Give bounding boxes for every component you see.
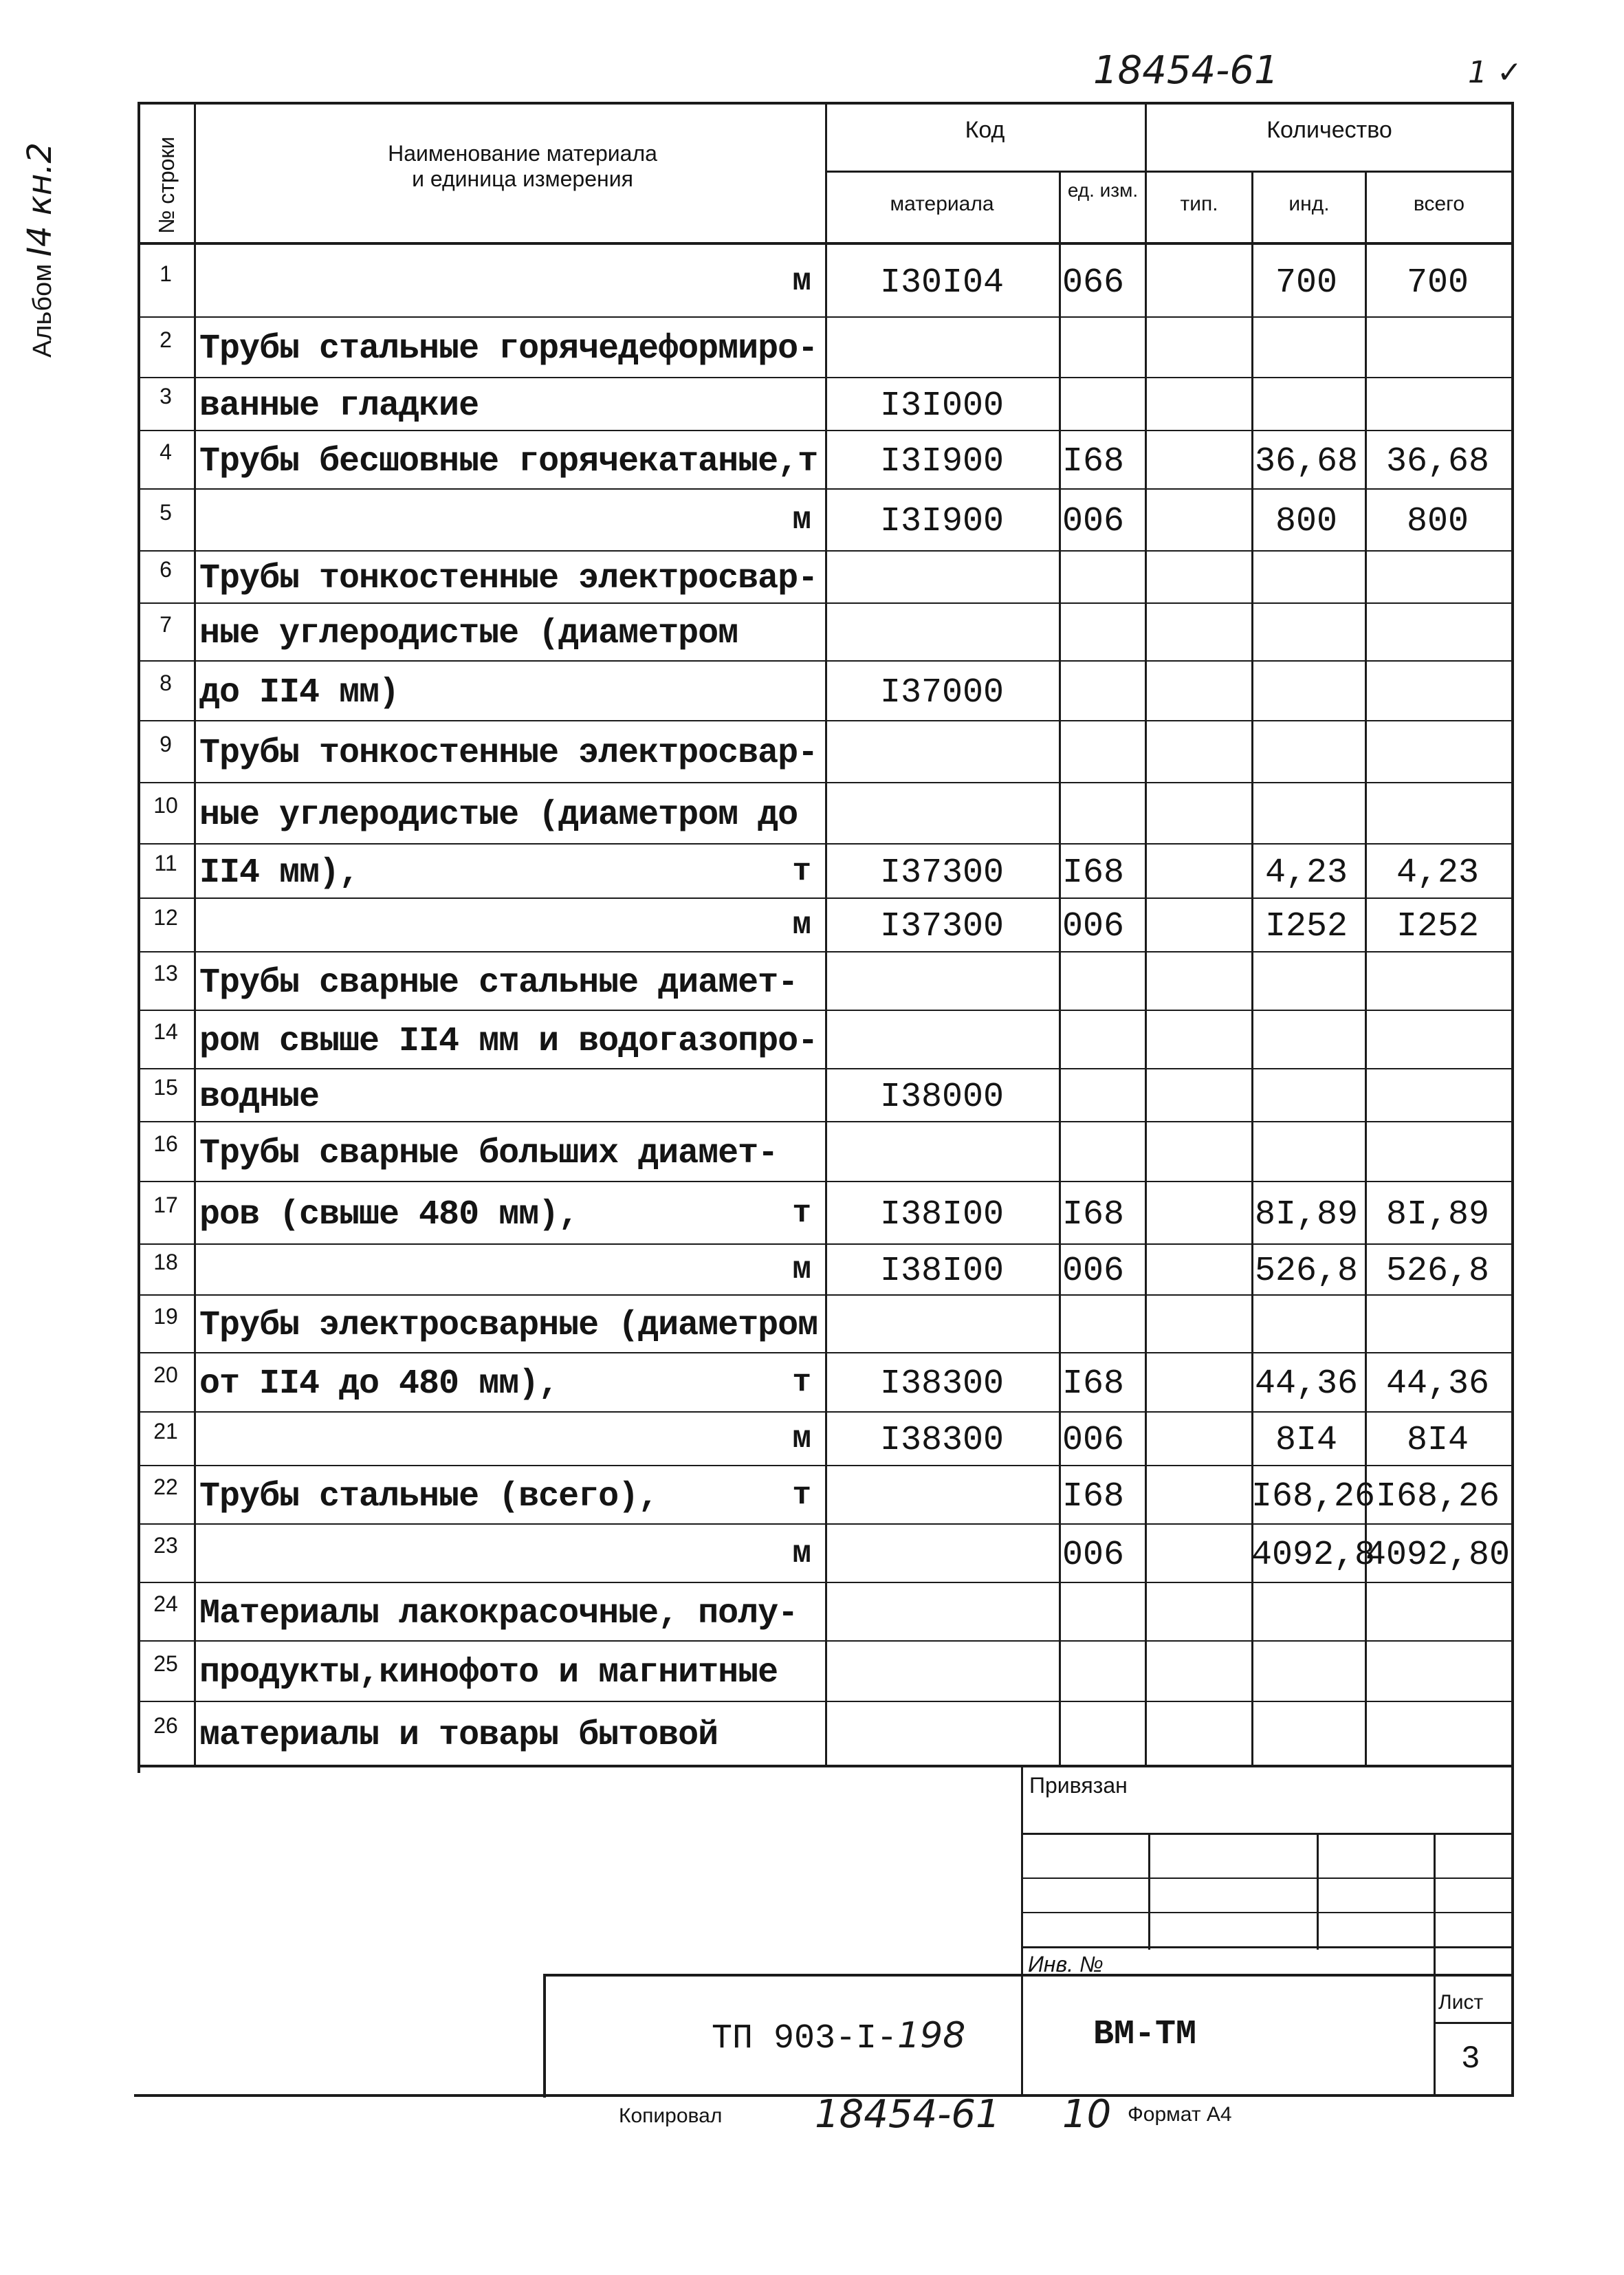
cell-num: 13 <box>153 961 178 986</box>
cell-tot: 44,36 <box>1385 1364 1490 1404</box>
table-row <box>0 951 1624 1010</box>
cell-ind: 4,23 <box>1264 853 1348 893</box>
row-divider <box>138 488 1514 490</box>
cell-tot: 8I4 <box>1406 1421 1469 1461</box>
album-handwritten: I4 кн.2 <box>21 142 59 257</box>
row-divider <box>138 1523 1514 1525</box>
cell-ucode: 006 <box>1062 907 1125 947</box>
table-row <box>0 1121 1624 1181</box>
table-row <box>0 1640 1624 1701</box>
cell-name: Трубы сварные стальные диамет- <box>199 963 798 1003</box>
table-row <box>0 660 1624 720</box>
cell-ucode: 066 <box>1062 263 1125 303</box>
cell-ind: I68,26 <box>1251 1477 1376 1516</box>
cell-num: 14 <box>153 1019 178 1045</box>
cell-tot: 700 <box>1406 263 1469 303</box>
cell-num: 17 <box>153 1193 178 1218</box>
cell-num: 1 <box>160 261 172 286</box>
cell-ind: 4092,8 <box>1251 1535 1376 1575</box>
cell-code: I38000 <box>879 1077 1005 1117</box>
row-divider <box>138 1465 1514 1466</box>
cell-num: 18 <box>153 1249 178 1274</box>
copy-number-handwritten-2: 10 <box>1062 2092 1112 2137</box>
cell-num: 11 <box>154 851 177 876</box>
cell-ind: 44,36 <box>1254 1364 1359 1404</box>
cell-num: 5 <box>160 499 172 525</box>
cell-num: 4 <box>160 439 172 465</box>
cell-ucode: I68 <box>1062 853 1125 893</box>
table-row <box>0 897 1624 951</box>
cell-num: 24 <box>153 1591 178 1617</box>
cell-num: 25 <box>153 1651 178 1676</box>
cell-tot: 4,23 <box>1396 853 1480 893</box>
cell-ind: 8I4 <box>1275 1421 1337 1461</box>
header-code-unit: ед. изм. <box>1067 179 1139 201</box>
cell-code: I3I900 <box>879 442 1005 481</box>
table-row <box>0 1352 1624 1411</box>
cell-num: 9 <box>160 731 172 756</box>
cell-ucode: I68 <box>1062 442 1125 481</box>
cell-code: I37300 <box>879 853 1005 893</box>
row-divider <box>138 843 1514 845</box>
table-row <box>0 1243 1624 1294</box>
cell-num: 19 <box>153 1303 178 1329</box>
cell-code: I37000 <box>879 673 1005 712</box>
header-row-number: № строки <box>154 136 179 234</box>
cell-ind: 700 <box>1275 263 1337 303</box>
row-divider <box>138 1411 1514 1413</box>
cell-unit: м <box>792 502 811 538</box>
sheet-number: 3 <box>1461 2041 1480 2077</box>
cell-unit: м <box>792 1535 811 1571</box>
format-label: Формат А4 <box>1128 2103 1232 2126</box>
table-row <box>0 1411 1624 1465</box>
cell-code: I38I00 <box>879 1195 1005 1234</box>
row-divider <box>138 316 1514 318</box>
cell-name: ные углеродистые (диаметром до <box>199 795 798 835</box>
header-quantity: Количество <box>1266 117 1392 143</box>
cell-ucode: I68 <box>1062 1477 1125 1516</box>
row-divider <box>138 1010 1514 1011</box>
header-code: Код <box>965 117 1005 143</box>
cell-unit: т <box>792 853 811 889</box>
cell-tot: 36,68 <box>1385 442 1490 481</box>
cell-tot: 8I,89 <box>1385 1195 1490 1234</box>
stamp-bound-label: Привязан <box>1029 1773 1128 1798</box>
cell-num: 16 <box>153 1131 178 1157</box>
header-qty-ind: инд. <box>1288 193 1330 215</box>
header-code-material: материала <box>890 193 994 215</box>
cell-name: II4 мм), <box>199 853 360 893</box>
cell-num: 12 <box>153 904 178 930</box>
cell-ucode: 006 <box>1062 502 1125 542</box>
table-row <box>0 1582 1624 1640</box>
stamp-document-code <box>712 2015 965 2058</box>
row-divider <box>138 430 1514 431</box>
row-divider <box>138 1701 1514 1702</box>
cell-ucode: I68 <box>1062 1364 1125 1404</box>
row-divider <box>138 1121 1514 1122</box>
table-row <box>0 430 1624 488</box>
cell-unit: м <box>792 263 811 300</box>
cell-name: от II4 до 480 мм), <box>199 1364 559 1404</box>
table-row <box>0 602 1624 660</box>
cell-ucode: 006 <box>1062 1252 1125 1292</box>
cell-ucode: I68 <box>1062 1195 1125 1234</box>
cell-ind: 526,8 <box>1254 1252 1359 1292</box>
cell-num: 23 <box>153 1533 178 1558</box>
cell-unit: т <box>792 1195 811 1231</box>
row-divider <box>138 720 1514 721</box>
header-qty-total: всего <box>1413 193 1465 215</box>
cell-name: Трубы сварные больших диамет- <box>199 1133 778 1173</box>
cell-code: I37300 <box>879 907 1005 947</box>
cell-unit: м <box>792 1252 811 1288</box>
row-divider <box>138 897 1514 899</box>
cell-num: 15 <box>153 1075 178 1100</box>
cell-code: I3I900 <box>879 502 1005 542</box>
cell-tot: 800 <box>1406 502 1469 542</box>
table-row <box>0 550 1624 602</box>
row-divider <box>138 951 1514 953</box>
copy-number-handwritten: 18454-61 <box>815 2092 1000 2137</box>
check-mark: 1 ✓ <box>1468 55 1522 90</box>
stamp-inventory-label: Инв. № <box>1028 1952 1104 1977</box>
cell-unit: т <box>792 1477 811 1513</box>
table-row <box>0 720 1624 782</box>
row-divider <box>138 602 1514 604</box>
cell-num: 20 <box>153 1362 178 1387</box>
table-row <box>0 488 1624 550</box>
cell-num: 6 <box>160 556 172 582</box>
cell-code: I3I000 <box>879 386 1005 426</box>
copied-label: Копировал <box>619 2104 723 2127</box>
cell-num: 2 <box>160 327 172 352</box>
cell-name: Трубы тонкостенные электросвар- <box>199 559 818 599</box>
row-divider <box>138 1352 1514 1353</box>
cell-unit: м <box>792 1421 811 1457</box>
cell-unit: м <box>792 907 811 944</box>
header-qty-type: тип. <box>1180 193 1218 215</box>
row-divider <box>138 1582 1514 1583</box>
stamp-section-code: ВМ-ТМ <box>1093 2015 1197 2054</box>
cell-ind: 800 <box>1275 502 1337 542</box>
cell-num: 7 <box>160 611 172 637</box>
sheet-label: Лист <box>1438 1991 1484 2014</box>
row-divider <box>138 660 1514 662</box>
cell-name: ром свыше II4 мм и водогазопро- <box>199 1021 818 1061</box>
table-row <box>0 1294 1624 1352</box>
table-row <box>0 1701 1624 1765</box>
cell-name: водные <box>199 1077 320 1117</box>
row-divider <box>138 1640 1514 1642</box>
cell-unit: т <box>792 1364 811 1401</box>
cell-tot: I252 <box>1396 907 1480 947</box>
cell-name: Трубы стальные (всего), <box>199 1477 659 1516</box>
row-divider <box>138 782 1514 783</box>
table-row <box>0 1465 1624 1523</box>
album-prefix: Альбом <box>28 263 57 358</box>
table-row <box>0 377 1624 430</box>
cell-name: Трубы электросварные (диаметром <box>199 1306 818 1346</box>
cell-tot: 526,8 <box>1385 1252 1490 1292</box>
cell-name: ванные гладкие <box>199 386 479 426</box>
cell-code: I38I00 <box>879 1252 1005 1292</box>
cell-name: ные углеродистые (диаметром <box>199 614 738 654</box>
cell-name: Трубы тонкостенные электросвар- <box>199 734 818 774</box>
cell-ind: 36,68 <box>1254 442 1359 481</box>
cell-num: 22 <box>153 1474 178 1500</box>
cell-name: Трубы стальные горячедеформиро- <box>199 329 818 369</box>
cell-code: I30I04 <box>879 263 1005 303</box>
table-row <box>0 245 1624 316</box>
table-row <box>0 1010 1624 1068</box>
table-row <box>0 316 1624 377</box>
doc-code-handwritten: 198 <box>897 2015 966 2056</box>
cell-ucode: 006 <box>1062 1535 1125 1575</box>
cell-num: 3 <box>160 384 172 409</box>
document-number-handwritten: 18454-61 <box>1093 48 1279 93</box>
cell-tot: 4092,80 <box>1365 1535 1511 1575</box>
cell-num: 8 <box>160 671 172 696</box>
table-row <box>0 1068 1624 1121</box>
cell-name: ров (свыше 480 мм), <box>199 1195 579 1234</box>
table-row <box>0 843 1624 897</box>
cell-num: 10 <box>153 793 178 818</box>
cell-num: 26 <box>153 1713 178 1739</box>
row-divider <box>138 1243 1514 1245</box>
cell-name: до II4 мм) <box>199 673 399 712</box>
cell-code: I38300 <box>879 1421 1005 1461</box>
cell-ind: 8I,89 <box>1254 1195 1359 1234</box>
cell-name: Трубы бесшовные горячекатаные,т <box>199 442 818 481</box>
cell-ind: I252 <box>1264 907 1348 947</box>
cell-code: I38300 <box>879 1364 1005 1404</box>
row-divider <box>138 1181 1514 1182</box>
table-row <box>0 782 1624 843</box>
table-row <box>0 1181 1624 1243</box>
cell-tot: I68,26 <box>1375 1477 1500 1516</box>
cell-name: материалы и товары бытовой <box>199 1715 718 1755</box>
header-name: Наименование материала и единица измерения <box>388 141 657 191</box>
doc-code-printed: ТП 903-I- <box>712 2019 898 2058</box>
row-divider <box>138 377 1514 378</box>
cell-ucode: 006 <box>1062 1421 1125 1461</box>
row-divider <box>138 550 1514 552</box>
table-row <box>0 1523 1624 1582</box>
cell-name: продукты,кинофото и магнитные <box>199 1653 778 1693</box>
row-divider <box>138 1294 1514 1296</box>
cell-name: Материалы лакокрасочные, полу- <box>199 1593 798 1633</box>
cell-num: 21 <box>153 1418 178 1444</box>
row-divider <box>138 1068 1514 1069</box>
